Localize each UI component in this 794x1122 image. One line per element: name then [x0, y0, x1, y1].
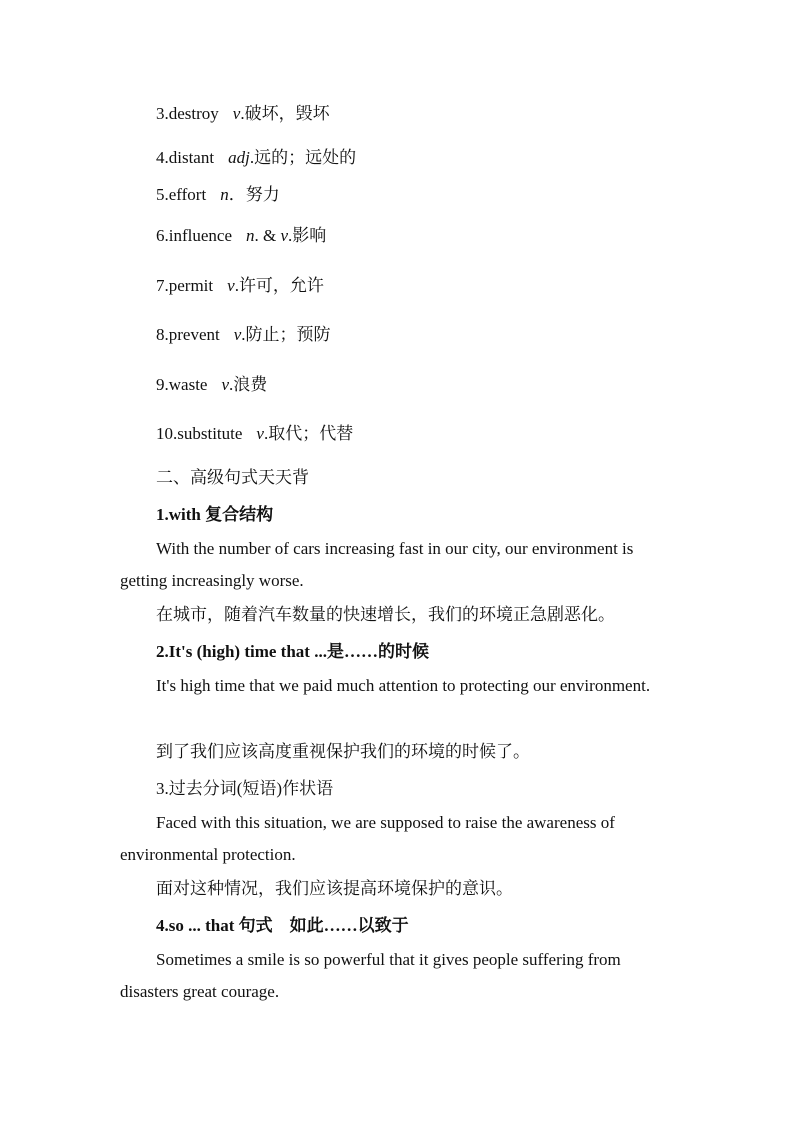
pattern-heading-en: 1.with: [156, 505, 201, 524]
example-sentence-en: Faced with this situation, we are supposed to raise the awareness of environmental protection.: [120, 813, 615, 864]
vocab-item: [156, 184, 280, 206]
vocab-pos: n: [220, 185, 229, 204]
vocab-pos-separator: . &: [254, 226, 281, 245]
example-sentence-cn: 面对这种情况，我们应该提高环境保护的意识。: [156, 879, 513, 898]
pattern-heading-cn: 是……的时候: [326, 642, 429, 661]
pattern-heading: [156, 504, 273, 526]
vocab-meaning: .远的；远处的: [249, 148, 357, 167]
example-sentence-en: Sometimes a smile is so powerful that it gives people suffering from disasters great courage.: [120, 950, 621, 1001]
vocab-word: 3.destroy: [156, 104, 219, 123]
vocab-item: [156, 147, 356, 169]
example-sentence-cn: 在城市，随着汽车数量的快速增长，我们的环境正急剧恶化。: [156, 605, 615, 624]
vocab-meaning: .影响: [288, 226, 327, 245]
vocab-meaning: .浪费: [229, 375, 268, 394]
vocab-pos: v: [256, 424, 264, 443]
pattern-heading-cn: 句式 如此……以致于: [234, 916, 409, 935]
example-sentence-cn: 到了我们应该高度重视保护我们的环境的时候了。: [156, 742, 530, 761]
vocab-pos: v: [232, 104, 241, 123]
pattern-heading-en: 4.so ... that: [156, 916, 235, 935]
vocab-meaning: .取代；代替: [263, 424, 354, 443]
vocab-item: [156, 275, 324, 297]
pattern-heading-cn: 过去分词(短语)作状语: [168, 779, 334, 798]
pattern-heading: [156, 641, 429, 663]
pattern-heading-en: 2.It's (high) time that ...: [156, 642, 327, 661]
vocab-pos: n: [246, 226, 255, 245]
vocab-word: 7.permit: [156, 276, 214, 295]
vocab-word: 5.effort: [156, 185, 207, 204]
vocab-word: 8.prevent: [156, 325, 220, 344]
vocab-word: 6.influence: [156, 226, 232, 245]
pattern-heading-en: 3.: [156, 779, 169, 798]
vocab-item: [156, 324, 331, 346]
vocab-item: [156, 225, 326, 247]
vocab-word: 4.distant: [156, 148, 215, 167]
pattern-heading: [156, 778, 333, 800]
vocab-item: [156, 423, 353, 445]
pattern-heading-cn: 复合结构: [200, 505, 274, 524]
vocab-word: 10.substitute: [156, 424, 243, 443]
vocab-pos: v: [221, 375, 230, 394]
vocab-pos: v: [233, 325, 242, 344]
vocab-meaning: .破坏，毁坏: [240, 104, 330, 123]
vocab-meaning: ．努力: [228, 185, 280, 204]
section-title: 二、高级句式天天背: [156, 468, 309, 487]
vocab-item: [156, 103, 330, 125]
vocab-meaning: .许可，允许: [234, 276, 324, 295]
example-sentence-en: With the number of cars increasing fast in our city, our environment is getting increasingly worse.: [120, 539, 634, 590]
vocab-pos: v: [227, 276, 235, 295]
pattern-heading: [156, 915, 409, 937]
example-sentence-en: It's high time that we paid much attention to protecting our environment.: [156, 676, 651, 695]
vocab-pos: adj: [228, 148, 250, 167]
vocab-item: [156, 374, 267, 396]
vocab-pos-secondary: v: [280, 226, 289, 245]
vocab-meaning: .防止；预防: [241, 325, 331, 344]
vocab-word: 9.waste: [156, 375, 208, 394]
